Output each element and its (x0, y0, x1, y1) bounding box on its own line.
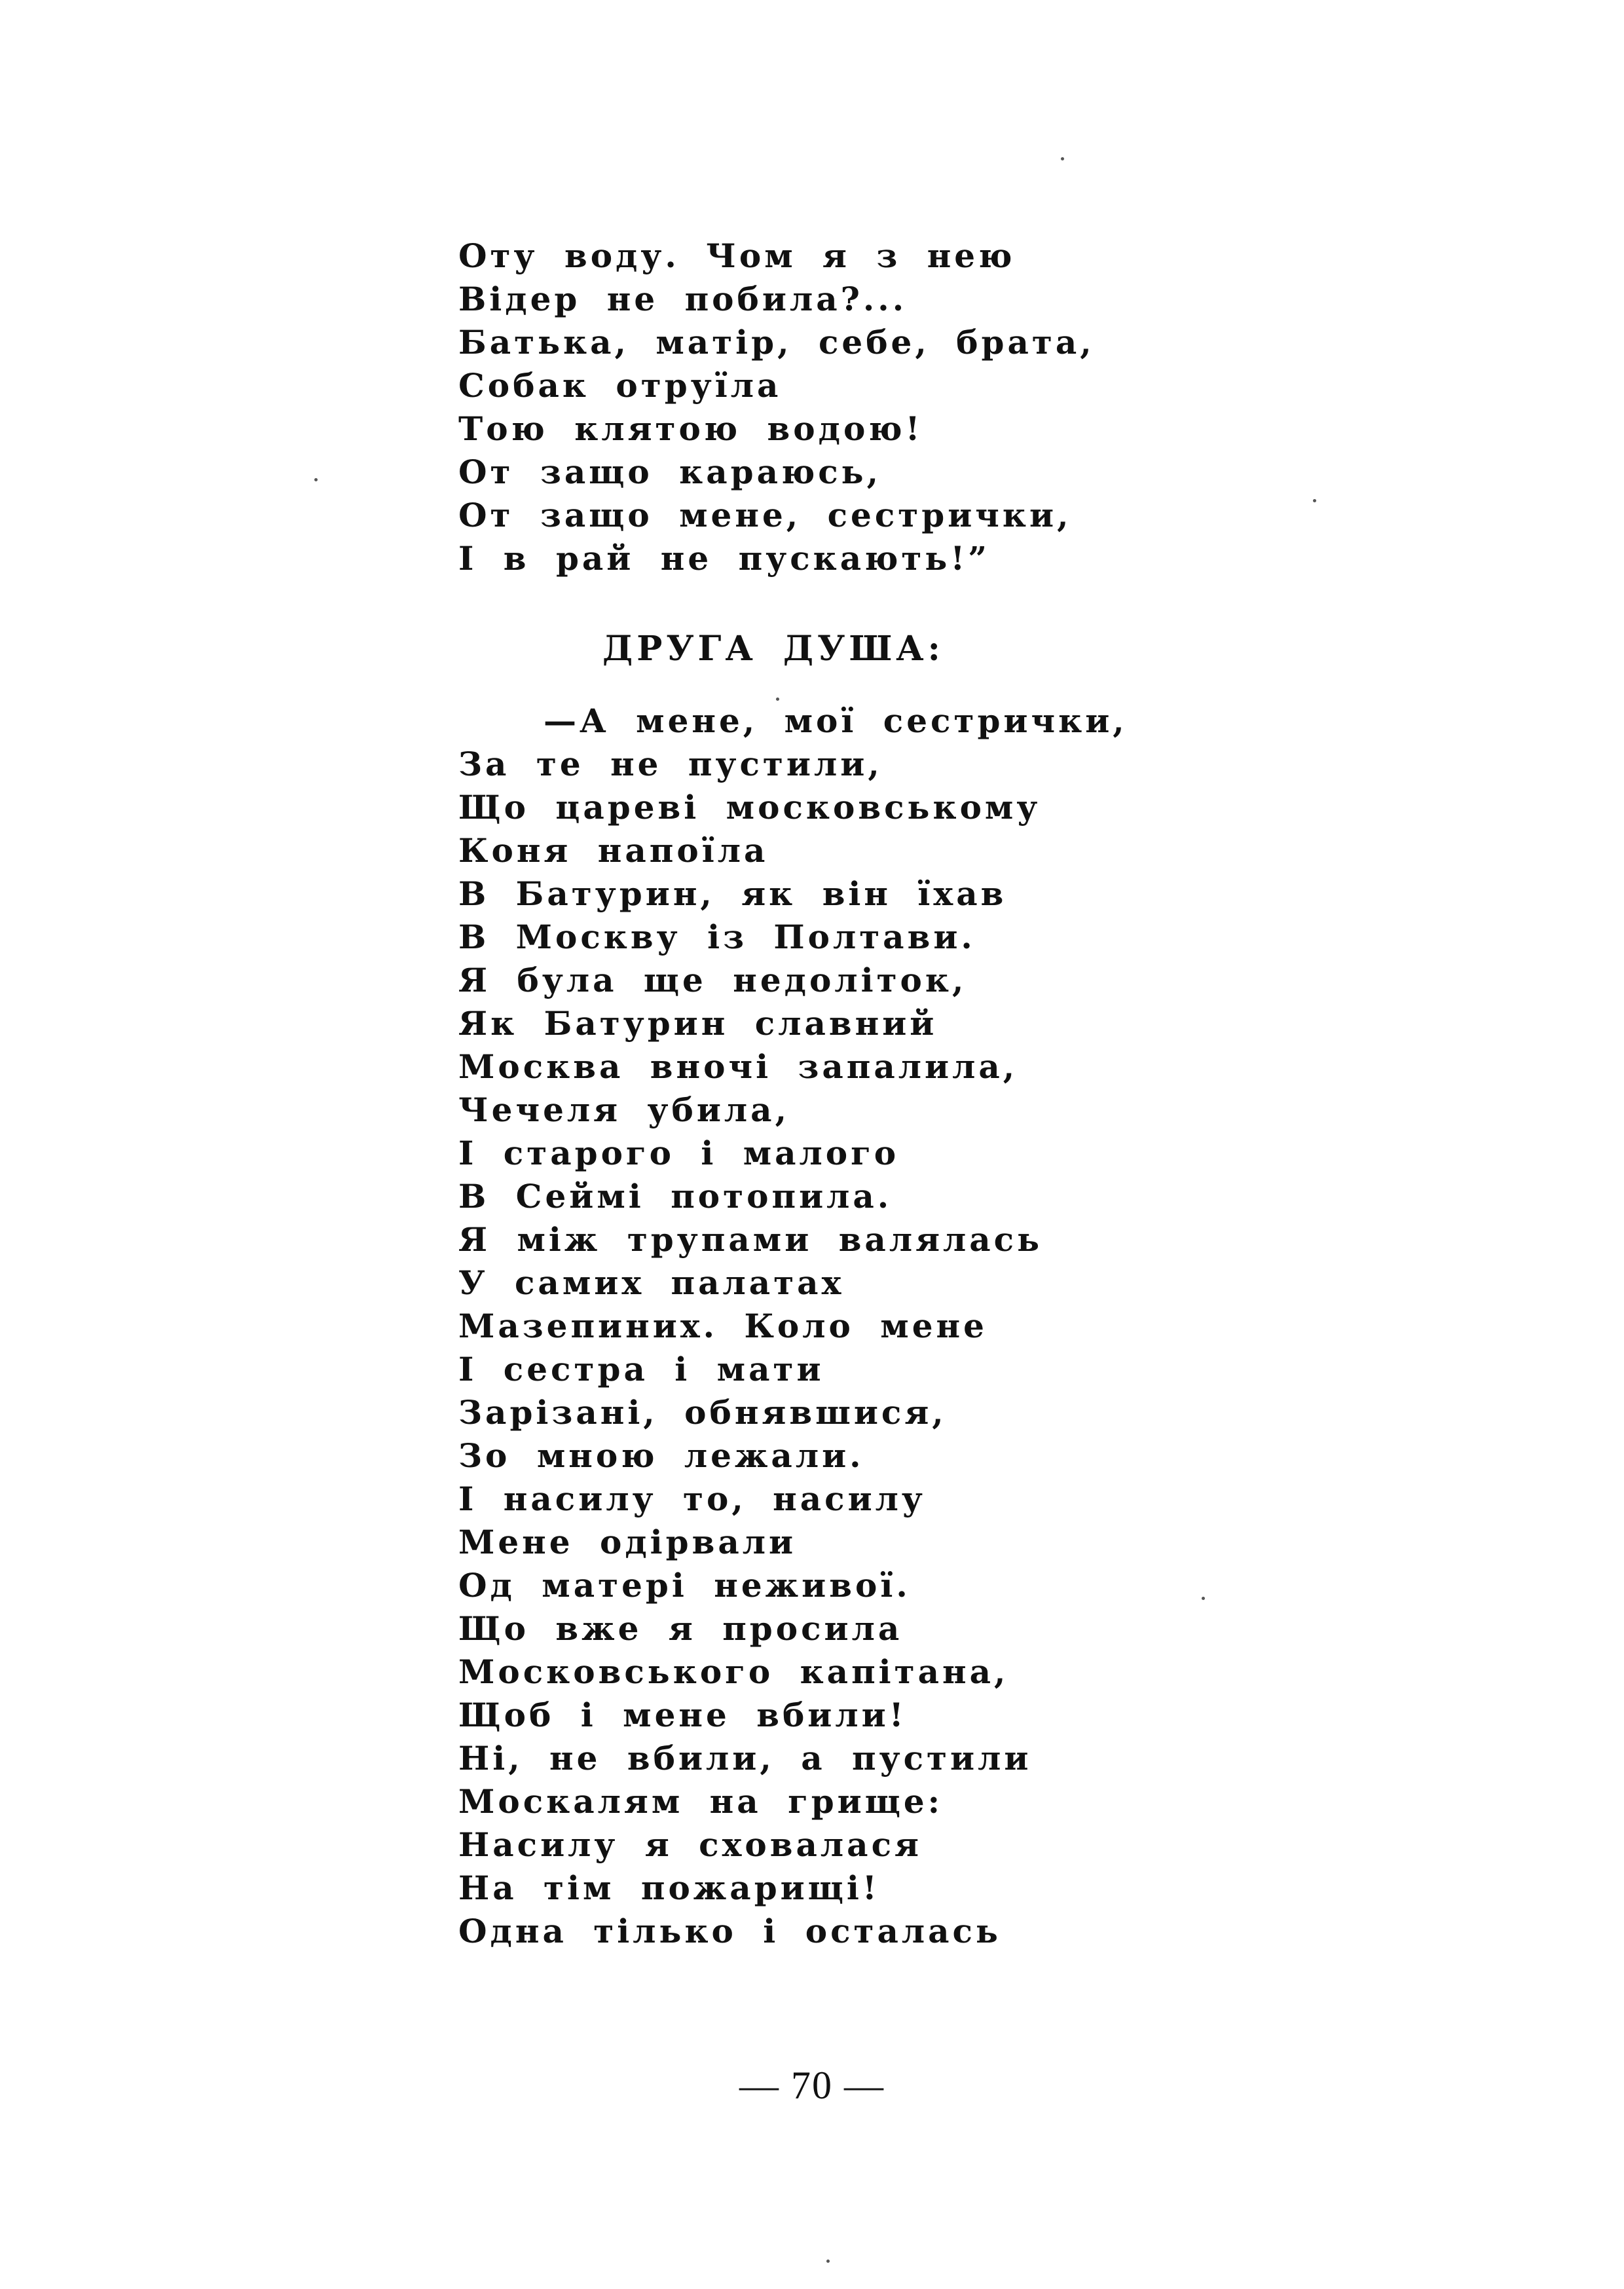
poem-line: Одна тілько і осталась (458, 1912, 1001, 1950)
poem-line: Тою клятою водою! (458, 409, 923, 448)
poem-line: Мазепиних. Коло мене (458, 1307, 987, 1345)
poem-line: Зарізані, обнявшися, (458, 1393, 947, 1432)
poem-line: Батька, матір, себе, брата, (458, 323, 1095, 362)
poem-line: В Батурин, як він їхав (458, 874, 1007, 913)
paper-speck (314, 478, 318, 481)
poem-line: Мене одірвали (458, 1523, 797, 1561)
poem-stanza-1 (458, 234, 1095, 580)
poem-line: Чечеля убила, (458, 1090, 790, 1129)
poem-line: В Сеймі потопила. (458, 1177, 893, 1216)
poem-line: Я була ще недоліток, (458, 961, 967, 999)
poem-line: Оту воду. Чом я з нею (458, 236, 1016, 275)
poem-line: Насилу я сховалася (458, 1825, 922, 1864)
poem-line: —А мене, мої сестрички, (544, 701, 1128, 740)
poem-line: Московського капітана, (458, 1652, 1009, 1691)
poem-line: В Москву із Полтави. (458, 918, 976, 956)
poem-line: Ні, не вбили, а пустили (458, 1739, 1032, 1777)
poem-line: Що вже я просила (458, 1609, 903, 1648)
poem-line: От защо караюсь, (458, 453, 882, 491)
poem-line: Як Батурин славний (458, 1004, 938, 1043)
poem-line: І сестра і мати (458, 1350, 824, 1388)
poem-line: У самих палатах (458, 1263, 845, 1302)
poem-line: Собак отруїла (458, 366, 782, 405)
poem-line: Відер не побила?... (458, 280, 908, 318)
speaker-heading: ДРУГА ДУША: (602, 629, 944, 669)
poem-line: От защо мене, сестрички, (458, 496, 1072, 534)
poem-line: Москва вночі запалила, (458, 1047, 1018, 1086)
poem-stanza-2 (458, 699, 1128, 1953)
paper-speck (1202, 1597, 1205, 1600)
poem-line: За те не пустили, (458, 745, 883, 783)
paper-speck (826, 2260, 830, 2263)
paper-speck (1061, 157, 1064, 160)
poem-line: Я між трупами валялась (458, 1220, 1043, 1259)
poem-line: Коня напоїла (458, 831, 769, 870)
poem-line: Що цареві московському (458, 788, 1041, 827)
poem-line: На тім пожарищі! (458, 1869, 880, 1907)
poem-line: Щоб і мене вбили! (458, 1696, 907, 1734)
poem-line: Москалям на грище: (458, 1782, 944, 1821)
poem-line: І старого і малого (458, 1134, 900, 1172)
poem-line: І насилу то, насилу (458, 1479, 926, 1518)
poem-line: Зо мною лежали. (458, 1436, 864, 1475)
page-number: — 70 — (739, 2064, 885, 2107)
poem-line: І в рай не пускають!” (458, 539, 991, 578)
poem-line: Од матері неживої. (458, 1566, 911, 1605)
paper-speck (1313, 499, 1316, 502)
paper-speck (776, 698, 779, 701)
